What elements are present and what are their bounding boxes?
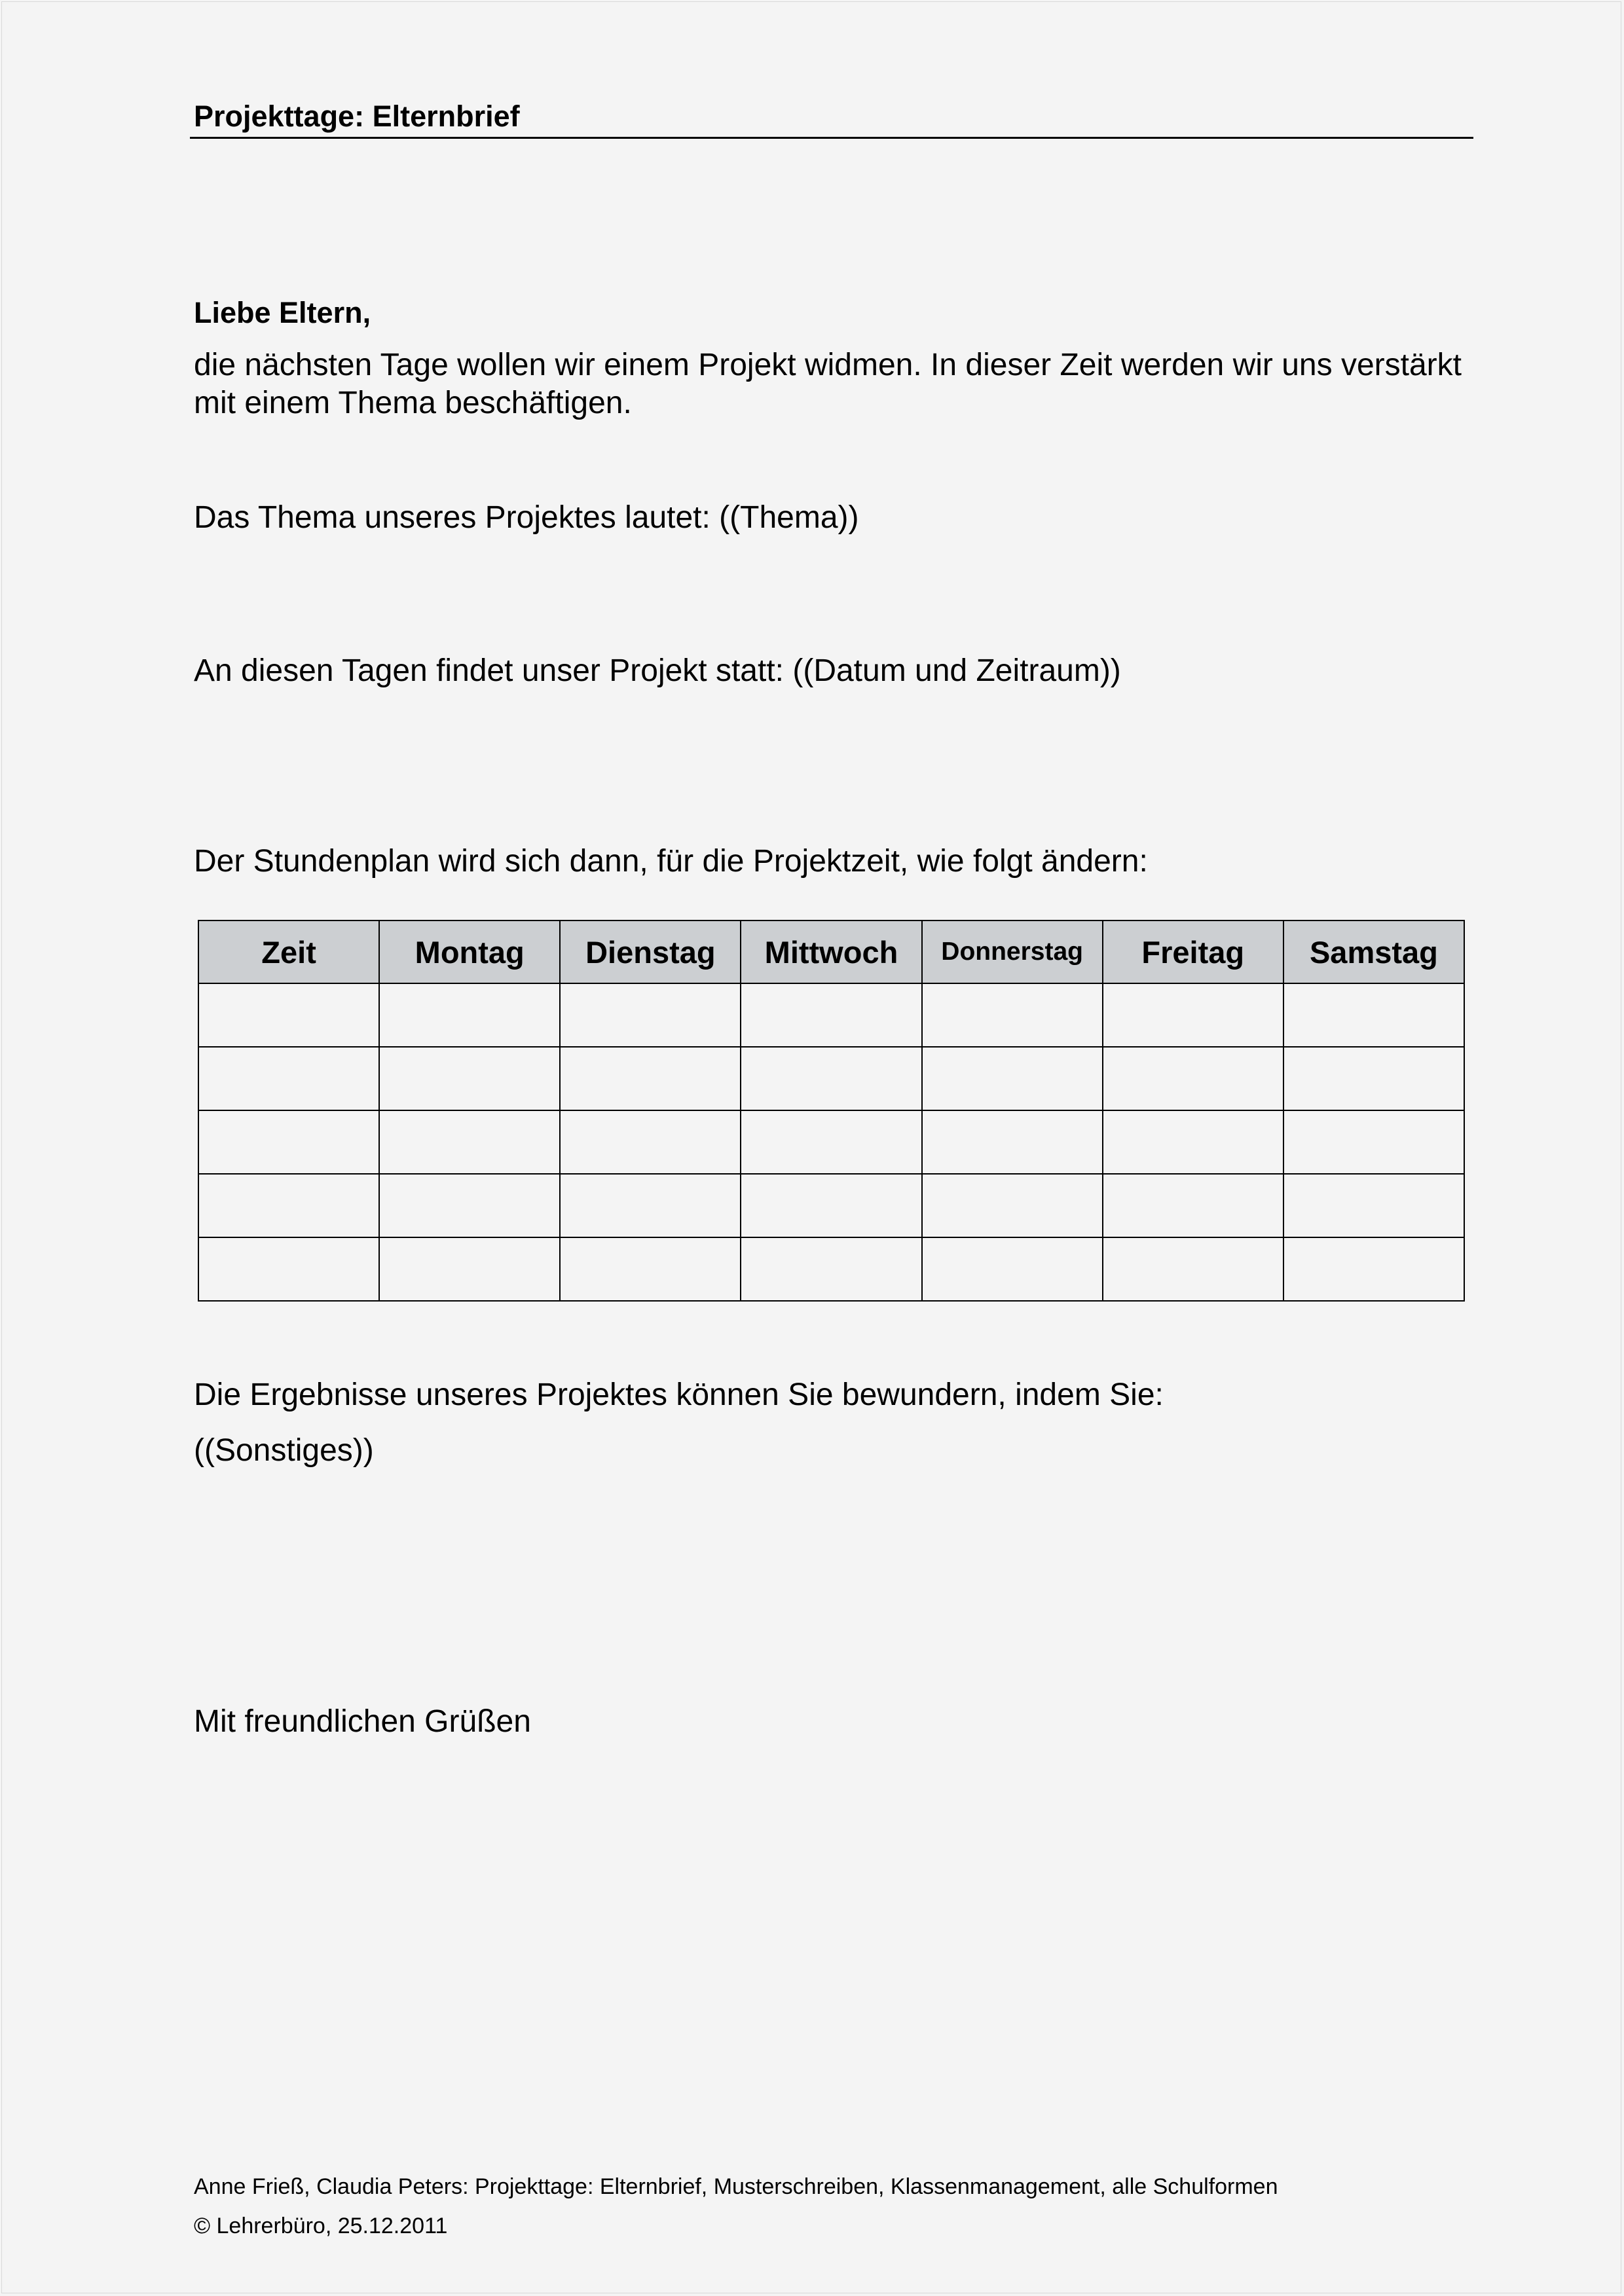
table-row (198, 1174, 1464, 1237)
table-cell (1103, 1110, 1283, 1174)
table-cell (198, 1237, 379, 1301)
document-title: Projekttage: Elternbrief (194, 100, 520, 133)
table-cell (741, 1237, 921, 1301)
table-cell (198, 1047, 379, 1110)
table-row (198, 1237, 1464, 1301)
other-line: ((Sonstiges)) (194, 1433, 374, 1468)
table-cell (198, 983, 379, 1047)
table-cell (1103, 1237, 1283, 1301)
table-cell (922, 983, 1103, 1047)
table-cell (741, 983, 921, 1047)
column-header-montag: Montag (379, 920, 560, 983)
table-row (198, 983, 1464, 1047)
salutation: Liebe Eltern, (194, 296, 371, 329)
table-cell (560, 1174, 741, 1237)
table-row (198, 1047, 1464, 1110)
dates-line: An diesen Tagen findet unser Projekt statt: ((Datum und Zeitraum)) (194, 653, 1121, 688)
table-cell (379, 1237, 560, 1301)
table-cell (922, 1047, 1103, 1110)
table-cell (741, 1110, 921, 1174)
table-cell (1283, 1174, 1464, 1237)
table-row (198, 1110, 1464, 1174)
column-header-donnerstag: Donnerstag (922, 920, 1103, 983)
schedule-header-row (198, 920, 1464, 983)
table-cell (379, 983, 560, 1047)
table-cell (560, 983, 741, 1047)
schedule-table (198, 920, 1465, 1302)
table-cell (1283, 1237, 1464, 1301)
table-cell (741, 1047, 921, 1110)
closing-line: Mit freundlichen Grüßen (194, 1704, 531, 1739)
table-cell (922, 1237, 1103, 1301)
table-cell (560, 1110, 741, 1174)
table-cell (741, 1174, 921, 1237)
table-cell (198, 1174, 379, 1237)
footer-copyright: © Lehrerbüro, 25.12.2011 (194, 2214, 448, 2238)
column-header-dienstag: Dienstag (560, 920, 741, 983)
table-cell (560, 1237, 741, 1301)
table-cell (1103, 1047, 1283, 1110)
results-line: Die Ergebnisse unseres Projektes können Sie bewundern, indem Sie: (194, 1377, 1164, 1412)
intro-paragraph: die nächsten Tage wollen wir einem Projekt widmen. In dieser Zeit werden wir uns verstärkt mit einem Thema beschäftigen. (194, 348, 1462, 420)
table-cell (379, 1174, 560, 1237)
table-cell (1103, 1174, 1283, 1237)
table-cell (198, 1110, 379, 1174)
table-cell (1103, 983, 1283, 1047)
table-cell (1283, 1110, 1464, 1174)
column-header-freitag: Freitag (1103, 920, 1283, 983)
topic-line: Das Thema unseres Projektes lautet: ((Thema)) (194, 500, 859, 535)
table-cell (922, 1110, 1103, 1174)
table-cell (379, 1047, 560, 1110)
schedule-intro: Der Stundenplan wird sich dann, für die Projektzeit, wie folgt ändern: (194, 844, 1148, 879)
title-divider (190, 137, 1473, 139)
table-cell (560, 1047, 741, 1110)
column-header-mittwoch: Mittwoch (741, 920, 921, 983)
table-cell (1283, 1047, 1464, 1110)
table-cell (922, 1174, 1103, 1237)
column-header-zeit: Zeit (198, 920, 379, 983)
table-cell (1283, 983, 1464, 1047)
footer-credit: Anne Frieß, Claudia Peters: Projekttage: Elternbrief, Musterschreiben, Klassenmanagement, alle Schulformen (194, 2174, 1278, 2199)
column-header-samstag: Samstag (1283, 920, 1464, 983)
table-cell (379, 1110, 560, 1174)
